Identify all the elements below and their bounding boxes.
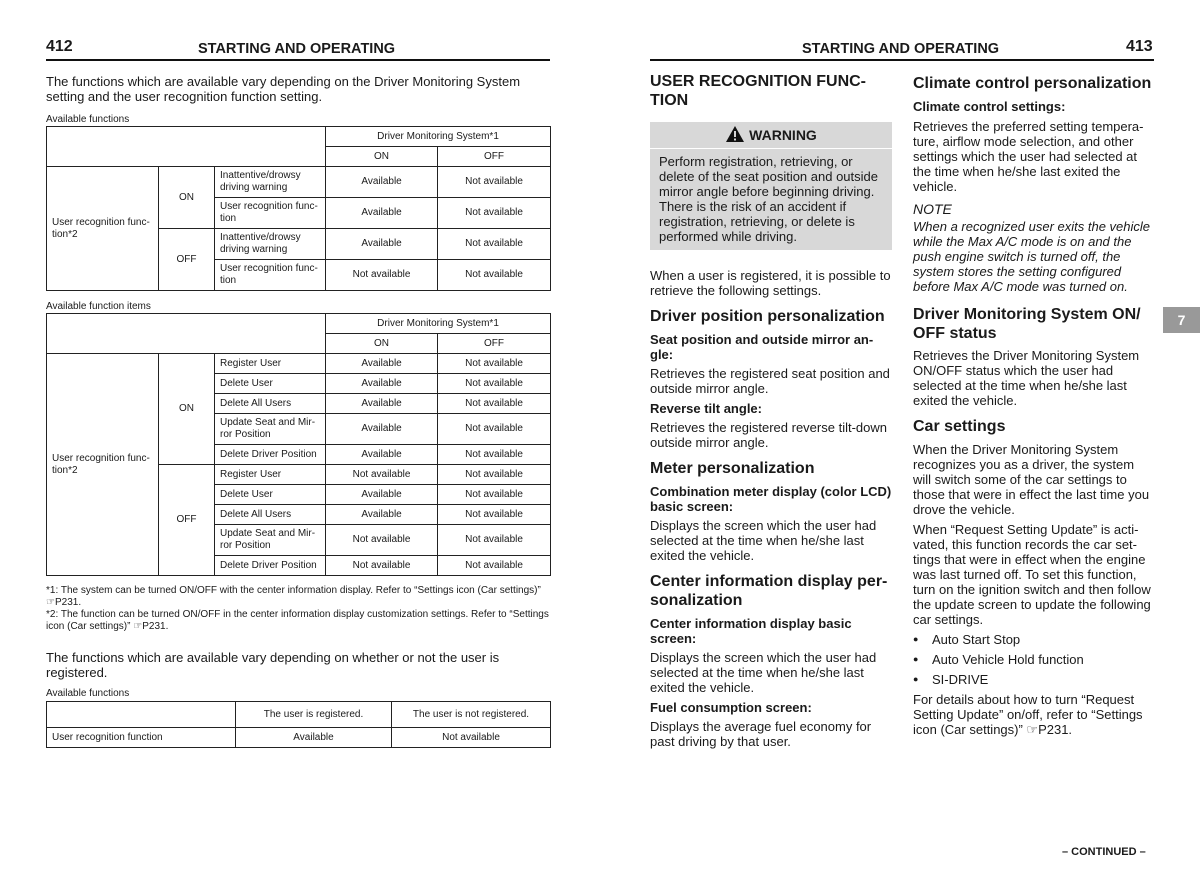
subheading-combination-meter: Combination meter display (color LCD) basic screen: [650, 484, 892, 514]
table2-item: Update Seat and Mir-ror Position [215, 525, 326, 556]
table1-state-off: OFF [159, 229, 215, 291]
note-title: NOTE [913, 201, 952, 217]
warning-title: WARNING [749, 127, 817, 143]
table1-cell: Not available [326, 260, 438, 291]
table2-cell: Not available [438, 354, 551, 374]
heading-dms-status: Driver Monitoring System ON/ OFF status [913, 306, 1141, 342]
table1-item: User recognition func-tion [215, 260, 326, 291]
paragraph-reverse-tilt: Retrieves the registered reverse tilt-down outside mirror angle. [650, 420, 887, 450]
paragraph-center-basic: Displays the screen which the user had selected at the time when he/she last exited the vehicle. [650, 650, 877, 695]
table2-item: Register User [215, 354, 326, 374]
table2-item: Register User [215, 465, 326, 485]
table2-item: Delete All Users [215, 394, 326, 414]
table1-item: User recognition func-tion [215, 198, 326, 229]
table2-cell: Not available [326, 465, 438, 485]
table2-cell: Available [326, 445, 438, 465]
table2-item: Delete User [215, 485, 326, 505]
table2-row-group: User recognition func-tion*2 [47, 354, 159, 576]
table3-row-label: User recognition function [47, 728, 236, 748]
table2-cell: Not available [438, 525, 551, 556]
table3-cell: Available [236, 728, 392, 748]
table2-state-on: ON [159, 354, 215, 465]
table2-cell: Not available [326, 556, 438, 576]
table2-header-dms: Driver Monitoring System*1 [326, 314, 551, 334]
warning-text: Perform registration, retrieving, or delete of the seat position and outside mirror angle before beginning driving. There is the risk of an accident if registration, retrieving, or delete is performed while driving. [659, 154, 878, 244]
table2-cell: Available [326, 485, 438, 505]
table1-corner [47, 127, 326, 167]
table2-cell: Not available [438, 505, 551, 525]
header-rule-left [46, 59, 550, 61]
subheading-fuel-consumption: Fuel consumption screen: [650, 700, 812, 715]
table3-cell: Not available [392, 728, 551, 748]
table2-state-off: OFF [159, 465, 215, 576]
available-functions-table [46, 126, 551, 291]
subheading-climate-settings: Climate control settings: [913, 99, 1066, 114]
section-heading-user-recognition: USER RECOGNITION FUNC-TION [650, 73, 866, 109]
table1-cell: Not available [438, 229, 551, 260]
table1-cell: Not available [438, 167, 551, 198]
table1-cell: Available [326, 198, 438, 229]
table2-cell: Available [326, 394, 438, 414]
subheading-reverse-tilt: Reverse tilt angle: [650, 401, 762, 416]
list-item: ● Auto Vehicle Hold function [913, 652, 1155, 667]
paragraph-registered: When a user is registered, it is possible to retrieve the following settings. [650, 268, 891, 298]
right-column-1 [650, 72, 892, 749]
table2-cell: Not available [438, 414, 551, 445]
available-function-items-table [46, 313, 551, 576]
heading-climate: Climate control personalization [913, 75, 1152, 92]
table2-item: Update Seat and Mir-ror Position [215, 414, 326, 445]
table2-cell: Available [326, 505, 438, 525]
table2-item: Delete Driver Position [215, 445, 326, 465]
warning-triangle-icon [725, 125, 745, 143]
table2-cell: Available [326, 354, 438, 374]
table2-header-off: OFF [438, 334, 551, 354]
running-title-left: STARTING AND OPERATING [198, 41, 396, 57]
running-title-right: STARTING AND OPERATING [802, 41, 1000, 57]
table2-cell: Not available [438, 465, 551, 485]
heading-car-settings: Car settings [913, 418, 1006, 435]
paragraph-combination-meter: Displays the screen which the user had selected at the time when he/she last exited the vehicle. [650, 518, 877, 563]
subheading-seat-position: Seat position and outside mirror an-gle: [650, 332, 874, 362]
table1-cell: Not available [438, 260, 551, 291]
paragraph-car-settings-2: When “Request Setting Update” is acti-vated, this function records the car set-tings that were in effect when the engine was last turned off. To set this function, turn on the ignition switch and then follow the update screen to update the following car settings. [913, 522, 1151, 627]
table1-header-off: OFF [438, 147, 551, 167]
table1-state-on: ON [159, 167, 215, 229]
paragraph-dms-status: Retrieves the Driver Monitoring System ON/OFF status which the user had selected at the time when he/she last exited the vehicle. [913, 348, 1140, 408]
heading-center-display: Center information display per-sonalization [650, 573, 888, 609]
paragraph-fuel-consumption: Displays the average fuel economy for past driving by that user. [650, 719, 872, 749]
table2-item: Delete All Users [215, 505, 326, 525]
registration-table [46, 701, 551, 748]
table2-caption: Available function items [46, 301, 151, 312]
table1-header-on: ON [326, 147, 438, 167]
table2-item: Delete Driver Position [215, 556, 326, 576]
table1-item: Inattentive/drowsy driving warning [215, 229, 326, 260]
list-item: ● Auto Start Stop [913, 632, 1155, 647]
table2-cell: Not available [438, 394, 551, 414]
table1-cell: Not available [438, 198, 551, 229]
footnote-2: *2: The function can be turned ON/OFF in the center information display customization settings. Refer to “Settings icon (Car settings)” ☞P231. [46, 609, 549, 632]
table2-cell: Not available [438, 374, 551, 394]
table2-cell: Not available [438, 556, 551, 576]
right-column-2 [913, 74, 1155, 737]
page-number-left: 412 [46, 38, 73, 55]
table2-corner [47, 314, 326, 354]
heading-driver-position: Driver position personalization [650, 308, 885, 325]
subheading-center-basic: Center information display basic screen: [650, 616, 852, 646]
table2-cell: Not available [326, 525, 438, 556]
car-settings-list [913, 632, 1155, 687]
paragraph-car-settings-1: When the Driver Monitoring System recognizes you as a driver, the system will switch some of the car settings to those that were in effect the last time you drove the vehicle. [913, 442, 1150, 517]
table1-row-group: User recognition func-tion*2 [47, 167, 159, 291]
header-rule-right [650, 59, 1154, 61]
warning-box [650, 122, 892, 250]
table1-item: Inattentive/drowsy driving warning [215, 167, 326, 198]
list-item: ● SI-DRIVE [913, 672, 1155, 687]
table3-header-registered: The user is registered. [236, 702, 392, 728]
paragraph-seat-position: Retrieves the registered seat position and outside mirror angle. [650, 366, 890, 396]
table2-cell: Not available [438, 485, 551, 505]
table2-header-on: ON [326, 334, 438, 354]
table3-corner [47, 702, 236, 728]
footnote-1: *1: The system can be turned ON/OFF with the center information display. Refer to “Settings icon (Car settings)” ☞P231. [46, 585, 541, 608]
table2-cell: Available [326, 374, 438, 394]
warning-header [650, 122, 892, 149]
intro2-paragraph: The functions which are available vary depending on whether or not the user is registered. [46, 650, 500, 680]
table1-cell: Available [326, 167, 438, 198]
paragraph-climate: Retrieves the preferred setting tempera-ture, airflow mode selection, and other settings which the user had selected at the time when he/she last exited the vehicle. [913, 119, 1144, 194]
table2-item: Delete User [215, 374, 326, 394]
table1-cell: Available [326, 229, 438, 260]
intro-paragraph: The functions which are available vary depending on the Driver Monitoring System setting and the user recognition function setting. [46, 74, 521, 104]
table3-caption: Available functions [46, 688, 130, 699]
table1-header-dms: Driver Monitoring System*1 [326, 127, 551, 147]
note-text: When a recognized user exits the vehicle while the Max A/C mode is on and the push engine switch is turned off, the system stores the setting configured before Max A/C mode was turned on. [913, 219, 1151, 294]
heading-meter: Meter personalization [650, 460, 815, 477]
table2-cell: Not available [438, 445, 551, 465]
chapter-tab: 7 [1163, 307, 1200, 333]
continued-label: – CONTINUED – [1062, 846, 1146, 858]
table2-cell: Available [326, 414, 438, 445]
paragraph-car-settings-3: For details about how to turn “Request Setting Update” on/off, refer to “Settings icon (Car settings)” ☞P231. [913, 692, 1143, 737]
table1-caption: Available functions [46, 114, 130, 125]
page-number-right: 413 [1126, 38, 1153, 55]
table3-header-not-registered: The user is not registered. [392, 702, 551, 728]
